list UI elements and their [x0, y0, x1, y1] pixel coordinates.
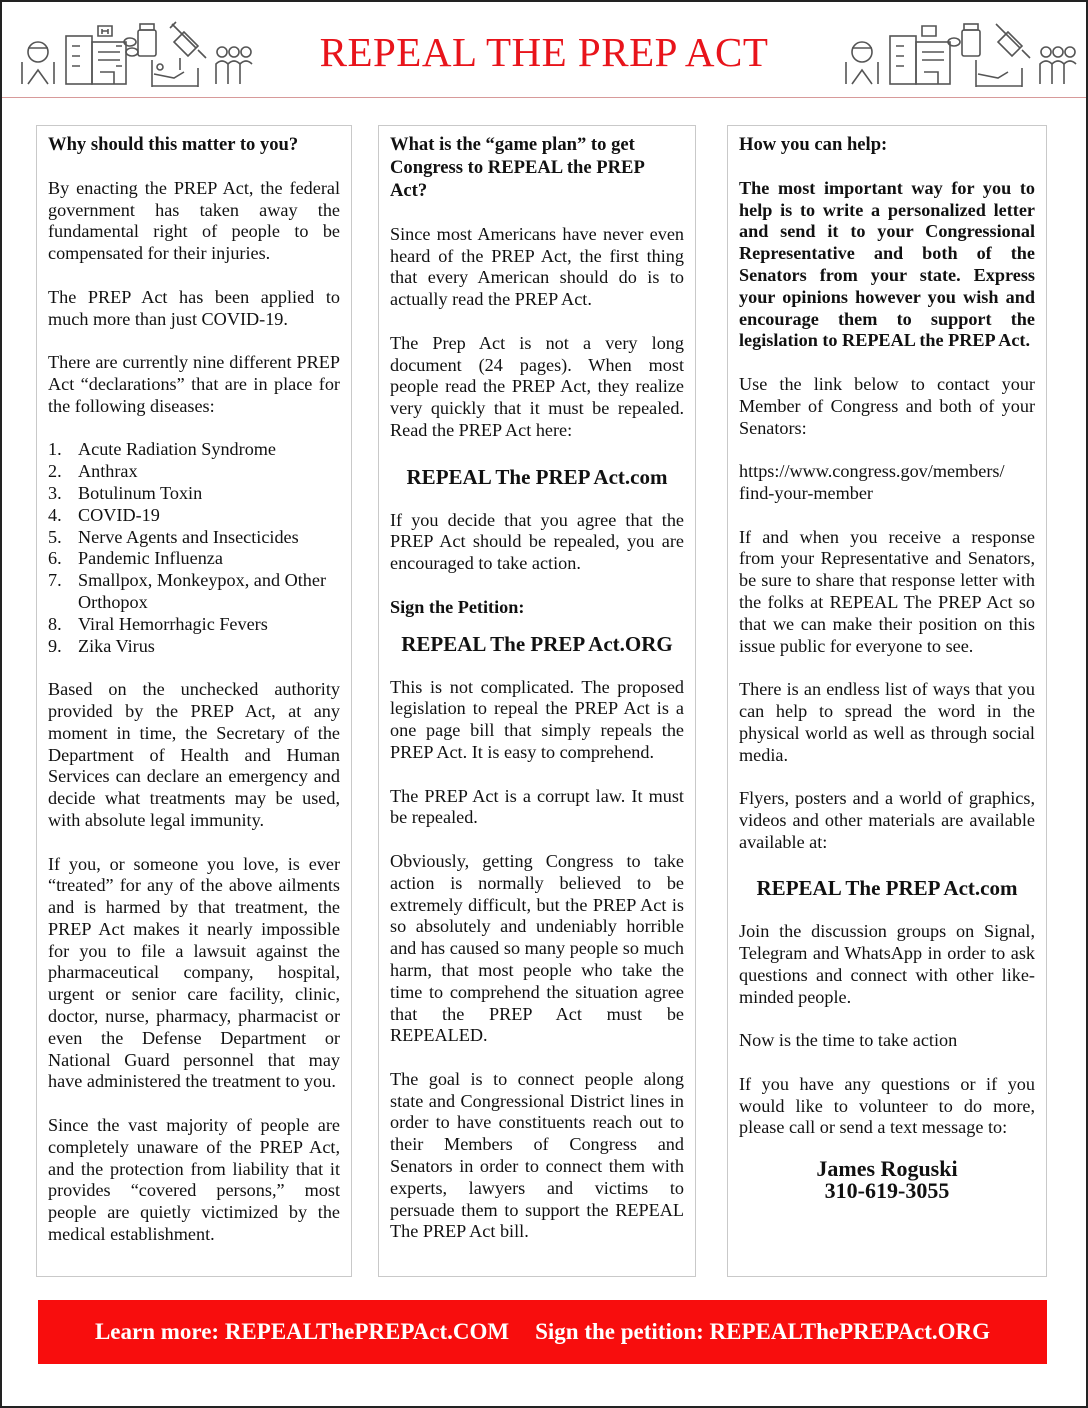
materials-link[interactable]: REPEAL The PREP Act.com [756, 876, 1018, 901]
list-text: Zika Virus [78, 635, 155, 656]
header [2, 2, 1086, 98]
page-title: REPEAL THE PREP ACT [319, 29, 769, 75]
list-number: 5. [48, 526, 62, 547]
patient-bed-icon [976, 60, 1022, 87]
column-how-to-help [727, 125, 1047, 1277]
paragraph: Obviously, getting Congress to take action is normally believed to be extremely difficult, but the PREP Act is so absolutely and undeniably horrible and has caused so many people so much harm, that most people who take the time to comprehend the situation agree that the PREP Act must be REPEALED. [390, 850, 684, 1046]
list-number: 3. [48, 482, 62, 503]
paragraph: Flyers, posters and a world of graphics, videos and other materials are available available at: [739, 788, 1035, 852]
paragraph: If you have any questions or if you would like to volunteer to do more, please call or send a text message to: [739, 1073, 1035, 1138]
hospital-icon [890, 26, 950, 84]
petition-label: Sign the Petition: [390, 596, 525, 617]
paragraph: The PREP Act is a corrupt law. It must be repealed. [390, 785, 684, 828]
section-heading: What is the “game plan” to get Congress to REPEAL the PREP Act? [390, 134, 644, 201]
paragraph: The goal is to connect people along state and Congressional District lines in order to have constituents reach out to their Members of Congress and Senators in order to connect them with experts, lawyers and victims to persuade them to support the REPEAL The PREP Act bill. [390, 1068, 684, 1242]
paragraph: Since most Americans have never even heard of the PREP Act, the first thing that every American should do is to actually read the PREP Act. [390, 223, 684, 310]
paragraph: Join the discussion groups on Signal, Telegram and WhatsApp in order to ask questions and connect with other like-minded people. [739, 921, 1035, 1007]
people-group-icon [1040, 47, 1076, 84]
section-heading: How you can help: [739, 134, 888, 155]
list-item [48, 483, 340, 505]
list-text: Viral Hemorrhagic Fevers [78, 613, 268, 634]
list-number: 2. [48, 461, 62, 482]
list-number: 8. [48, 613, 62, 634]
list-number: 7. [48, 570, 62, 591]
pill-bottle-icon [948, 24, 980, 56]
paragraph: Since the vast majority of people are completely unaware of the PREP Act, and the protection from liability that it provides “covered persons,” most people are quietly victimized by the medical establishment. [48, 1115, 340, 1245]
paragraph: Based on the unchecked authority provided by the PREP Act, at any moment in time, the Secretary of the Department of Health and Human Services can declare an emergency and decide what treatments may be used, with absolute legal immunity. [48, 679, 340, 830]
paragraph: If you decide that you agree that the PREP Act should be repealed, you are encouraged to take action. [390, 509, 684, 574]
paragraph: The PREP Act has been applied to much more than just COVID-19. [48, 286, 340, 329]
footer-banner [38, 1300, 1047, 1364]
list-item [48, 527, 340, 549]
paragraph: By enacting the PREP Act, the federal government has taken away the fundamental right of people to be compensated for their injuries. [48, 177, 340, 264]
list-item [48, 439, 340, 461]
paragraph: If and when you receive a response from your Representative and Senators, be sure to share that response letter with the folks at REPEAL The PREP Act so that we can make their position on this issue public for everyone to see. [739, 526, 1035, 656]
doctor-icon [846, 42, 878, 84]
petition-link[interactable]: REPEAL The PREP Act.ORG [401, 631, 673, 656]
paragraph: Now is the time to take action [739, 1030, 958, 1051]
paragraph: There is an endless list of ways that you can help to spread the word in the physical world as well as through social media. [739, 679, 1035, 765]
paragraph: If you, or someone you love, is ever “treated” for any of the above ailments and is harmed by that treatment, the PREP Act makes it nearly impossible for you to file a lawsuit against the pharmaceutical company, hospital, urgent or senior care facility, clinic, doctor, nurse, pharmacy, pharmacist or even the Defense Department or National Guard personnel that may have administered the treatment to you. [48, 853, 340, 1092]
list-number: 9. [48, 635, 62, 656]
list-text: Anthrax [78, 461, 138, 482]
sign-petition-link[interactable]: Sign the petition: REPEALThePREPAct.ORG [535, 1319, 991, 1344]
paragraph: Use the link below to contact your Member of Congress and both of your Senators: [739, 373, 1035, 438]
list-number: 6. [48, 548, 62, 569]
column-game-plan [378, 125, 696, 1277]
paragraph-bold: The most important way for you to help is to write a personalized letter and send it to your Congressional Representative and both of the Senators from your state. Express your opinions however you wish and encourage them to support the legislation to REPEAL the PREP Act. [739, 177, 1035, 351]
list-item [48, 505, 340, 527]
list-item [48, 636, 340, 658]
learn-more-link[interactable]: Learn more: REPEALThePREPAct.COM [94, 1319, 510, 1344]
paragraph: This is not complicated. The proposed legislation to repeal the PREP Act is a one page bill that simply repeals the PREP Act. It is easy to comprehend. [390, 676, 684, 762]
paragraph: There are currently nine different PREP Act “declarations” that are in place for the following diseases: [48, 352, 340, 416]
contact-phone[interactable]: 310-619-3055 [824, 1178, 950, 1204]
column-why-matter [36, 125, 352, 1277]
list-text: Smallpox, Monkeypox, and Other Orthopox [78, 570, 327, 612]
list-item [48, 570, 340, 614]
contact-name: James Roguski [816, 1156, 958, 1182]
paragraph: The Prep Act is not a very long document (24 pages). When most people read the PREP Act, they realize very quickly that it must be repealed. Read the PREP Act here: [390, 332, 684, 440]
medical-icons-right [838, 12, 1088, 87]
congress-link[interactable]: https://www.congress.gov/members/ find-your-member [739, 461, 1005, 503]
disease-list [48, 439, 340, 657]
list-item [48, 461, 340, 483]
list-text: Pandemic Influenza [78, 548, 223, 569]
read-act-link[interactable]: REPEAL The PREP Act.com [406, 464, 668, 489]
syringe-icon [996, 24, 1030, 58]
list-item [48, 548, 340, 570]
section-heading: Why should this matter to you? [48, 134, 299, 155]
list-text: Nerve Agents and Insecticides [78, 526, 299, 547]
list-number: 4. [48, 504, 62, 525]
list-text: COVID-19 [78, 504, 160, 525]
list-text: Acute Radiation Syndrome [78, 439, 277, 460]
list-text: Botulinum Toxin [78, 482, 203, 503]
list-item [48, 614, 340, 636]
list-number: 1. [48, 439, 62, 460]
